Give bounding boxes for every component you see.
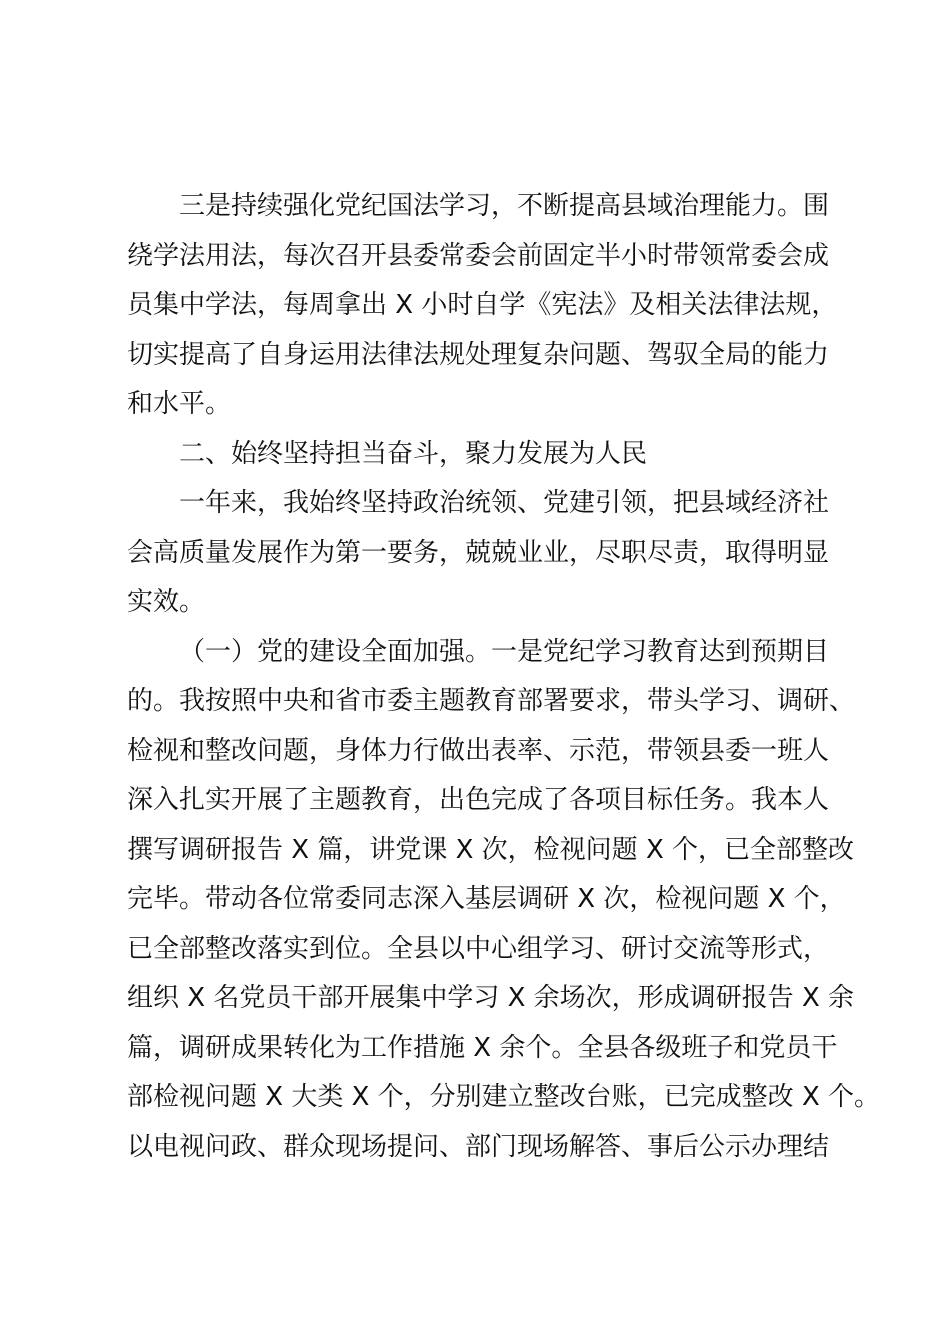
text-line: 的。我按照中央和省市委主题教育部署要求，带头学习、调研、	[127, 686, 856, 716]
paragraph-year-summary	[127, 479, 847, 628]
text-line: 已全部整改落实到位。全县以中心组学习、研讨交流等形式，	[127, 933, 830, 964]
text-line: 篇，调研成果转化为工作措施 X 余个。全县各级班子和党员干	[127, 1032, 838, 1063]
text-line: 撰写调研报告 X 篇，讲党课 X 次，检视问题 X 个，已全部整改	[127, 834, 855, 865]
text-line: 深入扎实开展了主题教育，出色完成了各项目标任务。我本人	[127, 785, 830, 815]
text-line: 切实提高了自身运用法律法规处理复杂问题、驾驭全局的能力	[127, 339, 830, 370]
paragraph-three-law-study	[127, 182, 847, 430]
text-line: 一年来，我始终坚持政治统领、党建引领，把县域经济社	[179, 488, 830, 518]
text-line: 检视和整改问题，身体力行做出表率、示范，带领县委一班人	[127, 735, 830, 766]
text-line: 会高质量发展作为第一要务，兢兢业业，尽职尽责，取得明显	[127, 537, 830, 568]
document-body	[127, 182, 881, 1172]
paragraph-party-building	[127, 628, 881, 1173]
text-line: 员集中学法，每周拿出 X 小时自学《宪法》及相关法律法规，	[127, 290, 838, 320]
text-line: 和水平。	[127, 389, 232, 419]
text-line: 组织 X 名党员干部开展集中学习 X 余场次，形成调研报告 X 余	[127, 983, 855, 1013]
text-line: 实效。	[127, 587, 206, 617]
text-line: 绕学法用法，每次召开县委常委会前固定半小时带领常委会成	[127, 240, 830, 271]
text-line: （一）党的建设全面加强。一是党纪学习教育达到预期目	[179, 636, 830, 667]
section-heading-two	[127, 430, 847, 480]
section-heading: 二、始终坚持担当奋斗，聚力发展为人民	[179, 438, 648, 469]
text-line: 完毕。带动各位常委同志深入基层调研 X 次，检视问题 X 个，	[127, 884, 846, 914]
text-line: 部检视问题 X 大类 X 个，分别建立整改台账，已完成整改 X 个。	[127, 1082, 881, 1112]
text-line: 以电视问政、群众现场提问、部门现场解答、事后公示办理结	[127, 1131, 830, 1162]
text-line: 三是持续强化党纪国法学习，不断提高县域治理能力。围	[179, 191, 830, 221]
